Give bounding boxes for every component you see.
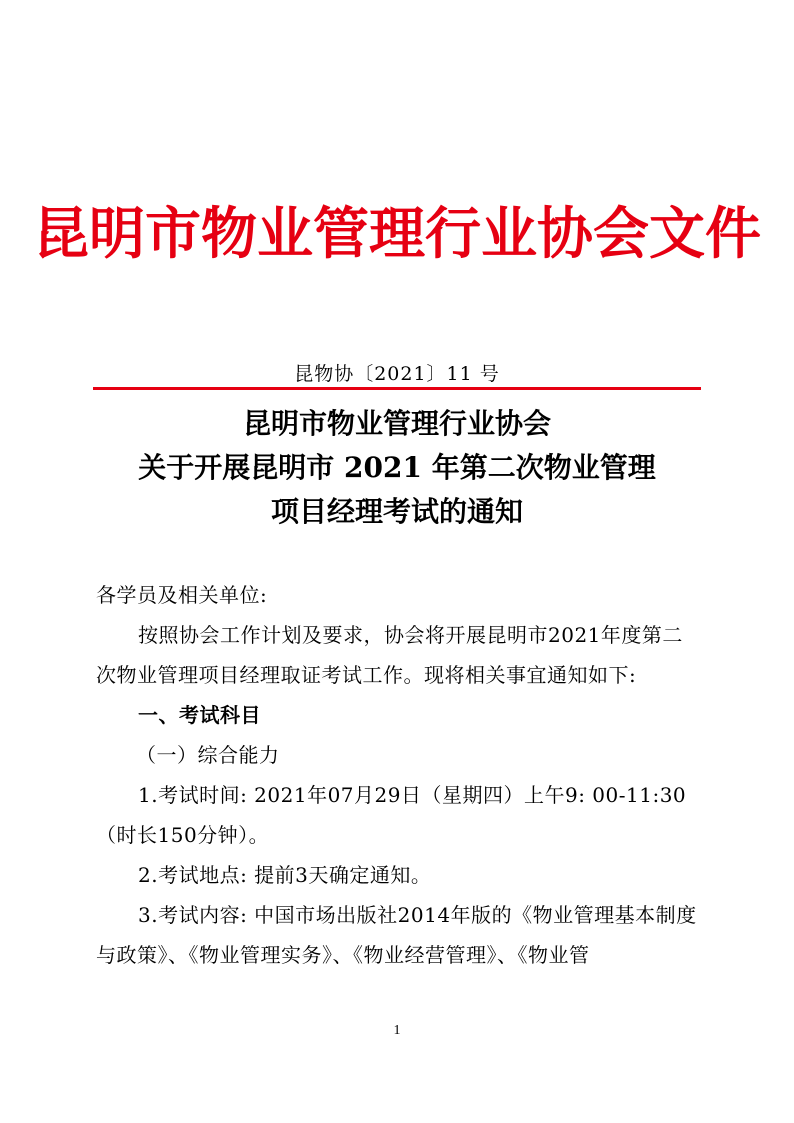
item-exam-content: 3.考试内容: 中国市场出版社2014年版的《物业管理基本制度与政策》、《物业管理实务》、《物业经营管理》、《物业管 [96,903,697,967]
section-heading-exam-subjects: 一、考试科目 [138,703,261,727]
notice-title-line-2: 关于开展昆明市 2021 年第二次物业管理 [138,451,656,484]
notice-title-line-1: 昆明市物业管理行业协会 [242,407,551,440]
page-number: 1 [393,1023,401,1038]
document-number: 昆物协〔2021〕11 号 [294,363,500,385]
item-exam-location: 2.考试地点: 提前3天确定通知。 [138,863,432,887]
item-exam-time: 1.考试时间: 2021年07月29日（星期四）上午9: 00-11:30（时长150分钟）。 [96,783,687,847]
salutation: 各学员及相关单位: [96,583,268,607]
notice-title-line-3: 项目经理考试的通知 [270,495,523,528]
red-divider-line [93,387,701,390]
subsection-comprehensive-ability: （一）综合能力 [136,743,280,767]
masthead-title: 昆明市物业管理行业协会文件 [33,201,761,267]
intro-paragraph: 按照协会工作计划及要求，协会将开展昆明市2021年度第二次物业管理项目经理取证考试工作。现将相关事宜通知如下: [96,623,683,687]
notice-body [96,575,702,975]
notice-title [0,402,794,534]
